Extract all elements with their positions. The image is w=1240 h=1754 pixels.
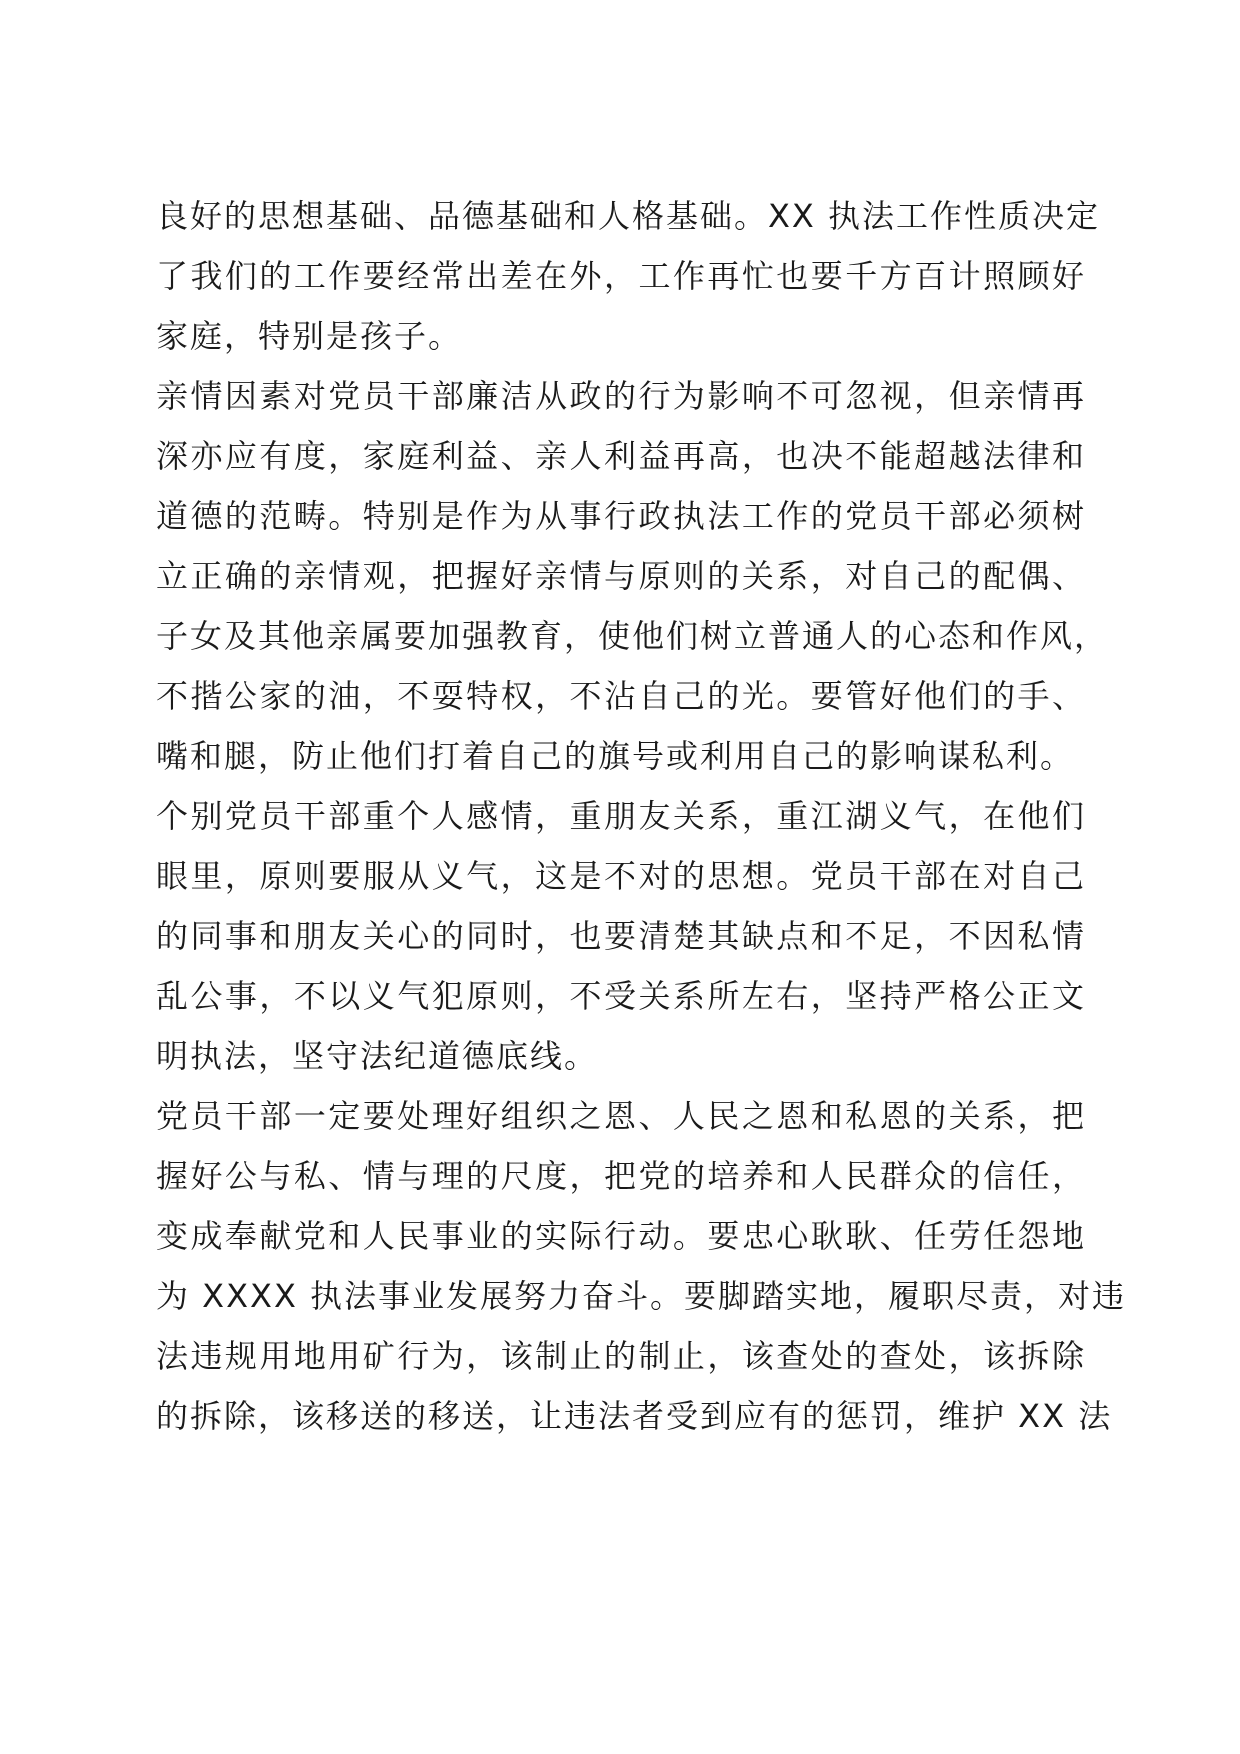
text-line: 乱公事，不以义气犯原则，不受关系所左右，坚持严格公正文 — [156, 977, 1086, 1015]
text-line: 个别党员干部重个人感情，重朋友关系，重江湖义气，在他们 — [156, 797, 1086, 835]
text-line: 握好公与私、情与理的尺度，把党的培养和人民群众的信任， — [156, 1157, 1086, 1195]
paragraph-gratitude — [156, 1086, 1127, 1446]
text-line: 党员干部一定要处理好组织之恩、人民之恩和私恩的关系，把 — [156, 1097, 1086, 1135]
text-line: 为 XXXX 执法事业发展努力奋斗。要脚踏实地，履职尽责，对违 — [156, 1277, 1127, 1315]
paragraph-friendship — [156, 786, 1086, 1086]
text-line: 嘴和腿，防止他们打着自己的旗号或利用自己的影响谋私利。 — [156, 737, 1075, 775]
paragraph-family-affection — [156, 366, 1109, 786]
text-line: 了我们的工作要经常出差在外，工作再忙也要千方百计照顾好 — [156, 257, 1086, 295]
document-body — [156, 186, 1127, 1446]
text-line: 良好的思想基础、品德基础和人格基础。XX 执法工作性质决定 — [156, 197, 1101, 235]
text-line: 的拆除，该移送的移送，让违法者受到应有的惩罚，维护 XX 法 — [156, 1397, 1113, 1435]
text-line: 家庭，特别是孩子。 — [156, 317, 463, 355]
text-line: 变成奉献党和人民事业的实际行动。要忠心耿耿、任劳任怨地 — [156, 1217, 1086, 1255]
text-line: 眼里，原则要服从义气，这是不对的思想。党员干部在对自己 — [156, 857, 1086, 895]
text-line: 明执法，坚守法纪道德底线。 — [156, 1037, 599, 1075]
text-line: 子女及其他亲属要加强教育，使他们树立普通人的心态和作风， — [156, 617, 1109, 655]
text-line: 的同事和朋友关心的同时，也要清楚其缺点和不足，不因私情 — [156, 917, 1086, 955]
text-line: 亲情因素对党员干部廉洁从政的行为影响不可忽视，但亲情再 — [156, 377, 1086, 415]
text-line: 立正确的亲情观，把握好亲情与原则的关系，对自己的配偶、 — [156, 557, 1086, 595]
text-line: 深亦应有度，家庭利益、亲人利益再高，也决不能超越法律和 — [156, 437, 1086, 475]
text-line: 法违规用地用矿行为，该制止的制止，该查处的查处，该拆除 — [156, 1337, 1086, 1375]
text-line: 不揩公家的油，不耍特权，不沾自己的光。要管好他们的手、 — [156, 677, 1086, 715]
paragraph-family-upbringing — [156, 186, 1101, 366]
text-line: 道德的范畴。特别是作为从事行政执法工作的党员干部必须树 — [156, 497, 1086, 535]
